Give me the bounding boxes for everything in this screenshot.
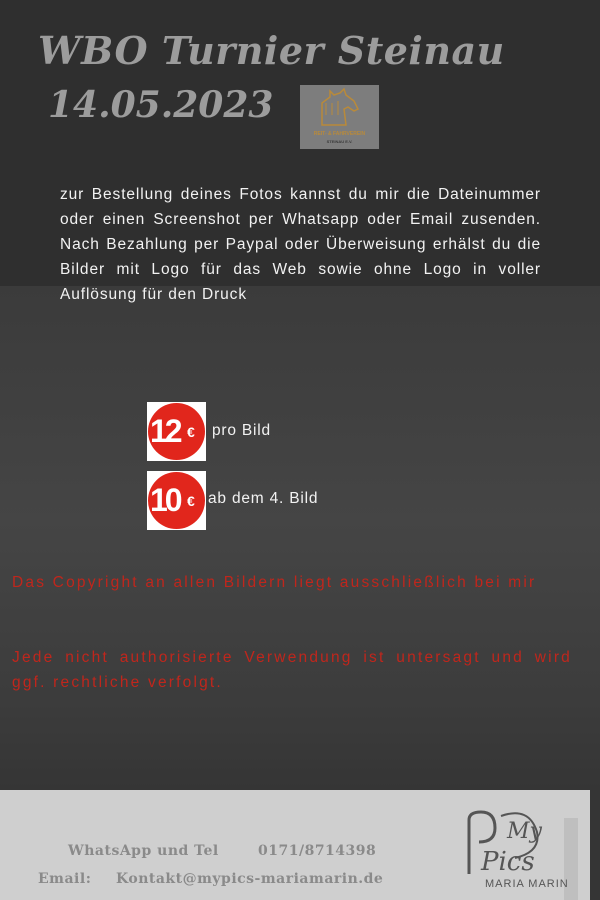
price-label-single: pro Bild <box>212 422 271 439</box>
phone-number[interactable]: 0171/8714398 <box>258 843 377 859</box>
mypics-pics-text: Pics <box>481 847 535 877</box>
mypics-logo-mark <box>455 808 565 878</box>
email-contact <box>38 871 384 887</box>
price-amount: 10 <box>150 482 180 518</box>
usage-notice: Jede nicht authorisierte Verwendung ist untersagt und wird ggf. rechtliche verfolgt. <box>12 649 572 691</box>
mypics-logo <box>455 808 569 900</box>
euro-symbol: € <box>187 493 195 509</box>
mypics-brand: MARIA MARIN <box>485 878 569 890</box>
event-date: 14.05.2023 <box>48 84 274 126</box>
club-logo-line1: REIT- & FAHRVEREIN <box>313 131 366 137</box>
email-label: Email: <box>38 871 92 887</box>
contact-footer <box>0 790 590 900</box>
whatsapp-label: WhatsApp und Tel <box>68 843 219 859</box>
club-logo <box>300 85 379 149</box>
euro-symbol: € <box>187 424 195 440</box>
mypics-my-text: My <box>507 819 542 844</box>
order-instructions: zur Bestellung deines Fotos kannst du mir die Dateinummer oder einen Screenshot per Whatsapp oder Email zusenden. Nach Bezahlung per Paypal oder Überweisung erhälst du die Bilder mit Logo für das Web sowie ohne Logo in voller Auflösung für den Druck <box>60 186 541 303</box>
price-amount: 12 <box>150 413 180 449</box>
copyright-notice: Das Copyright an allen Bildern liegt ausschließlich bei mir <box>12 574 537 591</box>
page-title: WBO Turnier Steinau <box>38 28 505 73</box>
price-badge-12 <box>147 402 206 461</box>
email-link[interactable]: Kontakt@mypics-mariamarin.de <box>116 871 384 887</box>
whatsapp-contact <box>68 843 377 859</box>
club-logo-line2: STEINAU E.V. <box>326 139 353 144</box>
price-label-bulk: ab dem 4. Bild <box>208 490 319 507</box>
price-badge-10 <box>147 471 206 530</box>
horse-head-icon <box>300 85 379 131</box>
